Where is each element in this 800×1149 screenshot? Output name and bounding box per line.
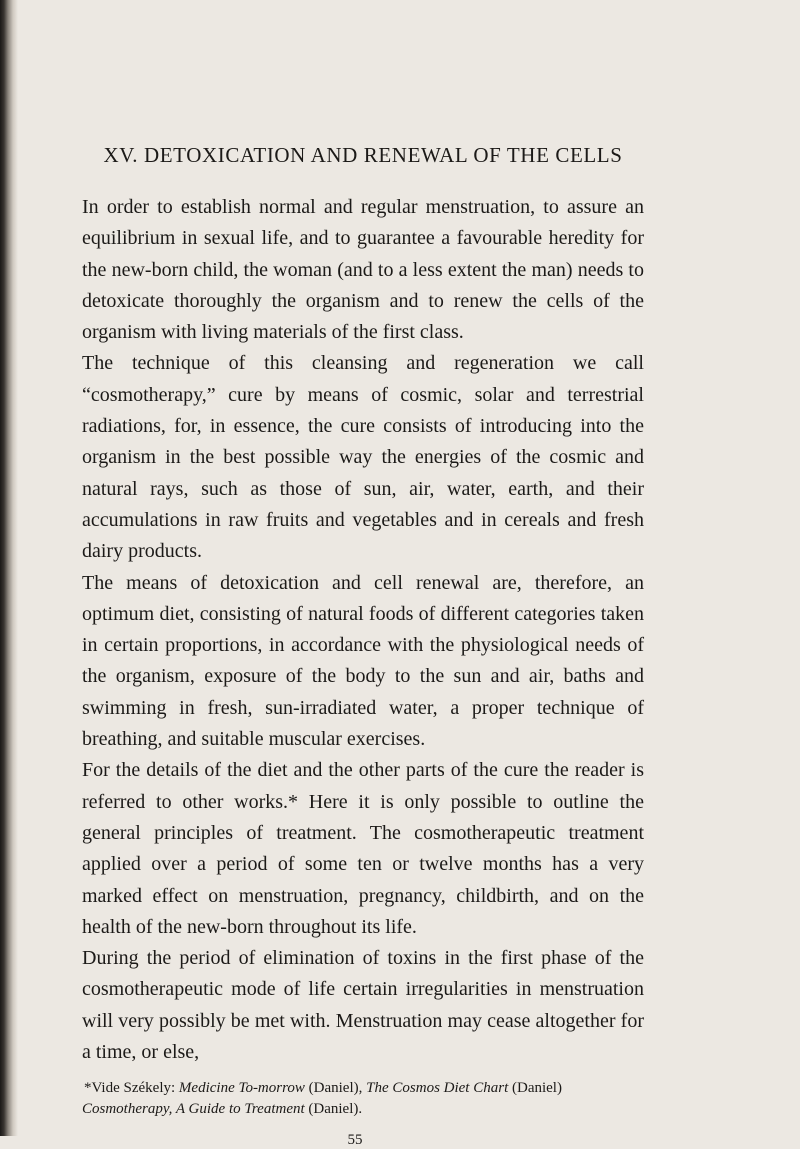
paragraph-2: The technique of this cleansing and regeneration we call “cosmotherapy,” cure by means of cosmic, solar and terrestrial radiations, for, in essence, the cure consists of introducing into the organism in the best possible way the energies of the cosmic and natural rays, such as those of sun, air, water, earth, and their accumulations in raw fruits and vegetables and in cereals and fresh dairy products. [82, 352, 644, 563]
footnote-work-1: Medicine To-morrow [178, 1080, 305, 1097]
footnote [82, 1078, 644, 1120]
paragraph-5: During the period of elimination of toxins in the first phase of the cosmotherapeutic mode of life certain irregularities in menstruation will very possibly be met with. Menstruation may cease altogether for a time, or else, [82, 947, 644, 1064]
body-text [82, 192, 644, 1068]
page-number: 55 [347, 1132, 363, 1149]
chapter-title: XV. DETOXICATION AND RENEWAL OF THE CELLS [103, 143, 623, 167]
footnote-work-2: The Cosmos Diet Chart [366, 1080, 509, 1097]
paragraph-3: The means of detoxication and cell renewal are, therefore, an optimum diet, consisting of natural foods of different categories taken in certain proportions, in accordance with the physiological needs of the organism, exposure of the body to the sun and air, baths and swimming in fresh, sun-irradiated water, a proper technique of breathing, and suitable muscular exercises. [82, 571, 644, 751]
book-page [82, 140, 644, 1149]
footnote-publisher-2: (Daniel) [512, 1080, 562, 1097]
footnote-publisher-1: (Daniel), [308, 1080, 363, 1097]
footnote-work-3: Cosmotherapy, A Guide to Treatment [82, 1101, 305, 1118]
footnote-lead: *Vide Székely: [84, 1080, 176, 1097]
footnote-publisher-3: (Daniel). [308, 1101, 363, 1118]
book-binding-edge [0, 0, 18, 1136]
paragraph-4: For the details of the diet and the other parts of the cure the reader is referred to other works.* Here it is only possible to outline the general principles of treatment. The cosmotherapeutic treatment applied over a period of some ten or twelve months has a very marked effect on menstruation, pregnancy, childbirth, and on the health of the new-born throughout its life. [82, 759, 644, 938]
paragraph-1: In order to establish normal and regular menstruation, to assure an equilibrium in sexual life, and to guarantee a favourable heredity for the new-born child, the woman (and to a less extent the man) needs to detoxicate thoroughly the organism and to renew the cells of the organism with living materials of the first class. [82, 196, 644, 344]
